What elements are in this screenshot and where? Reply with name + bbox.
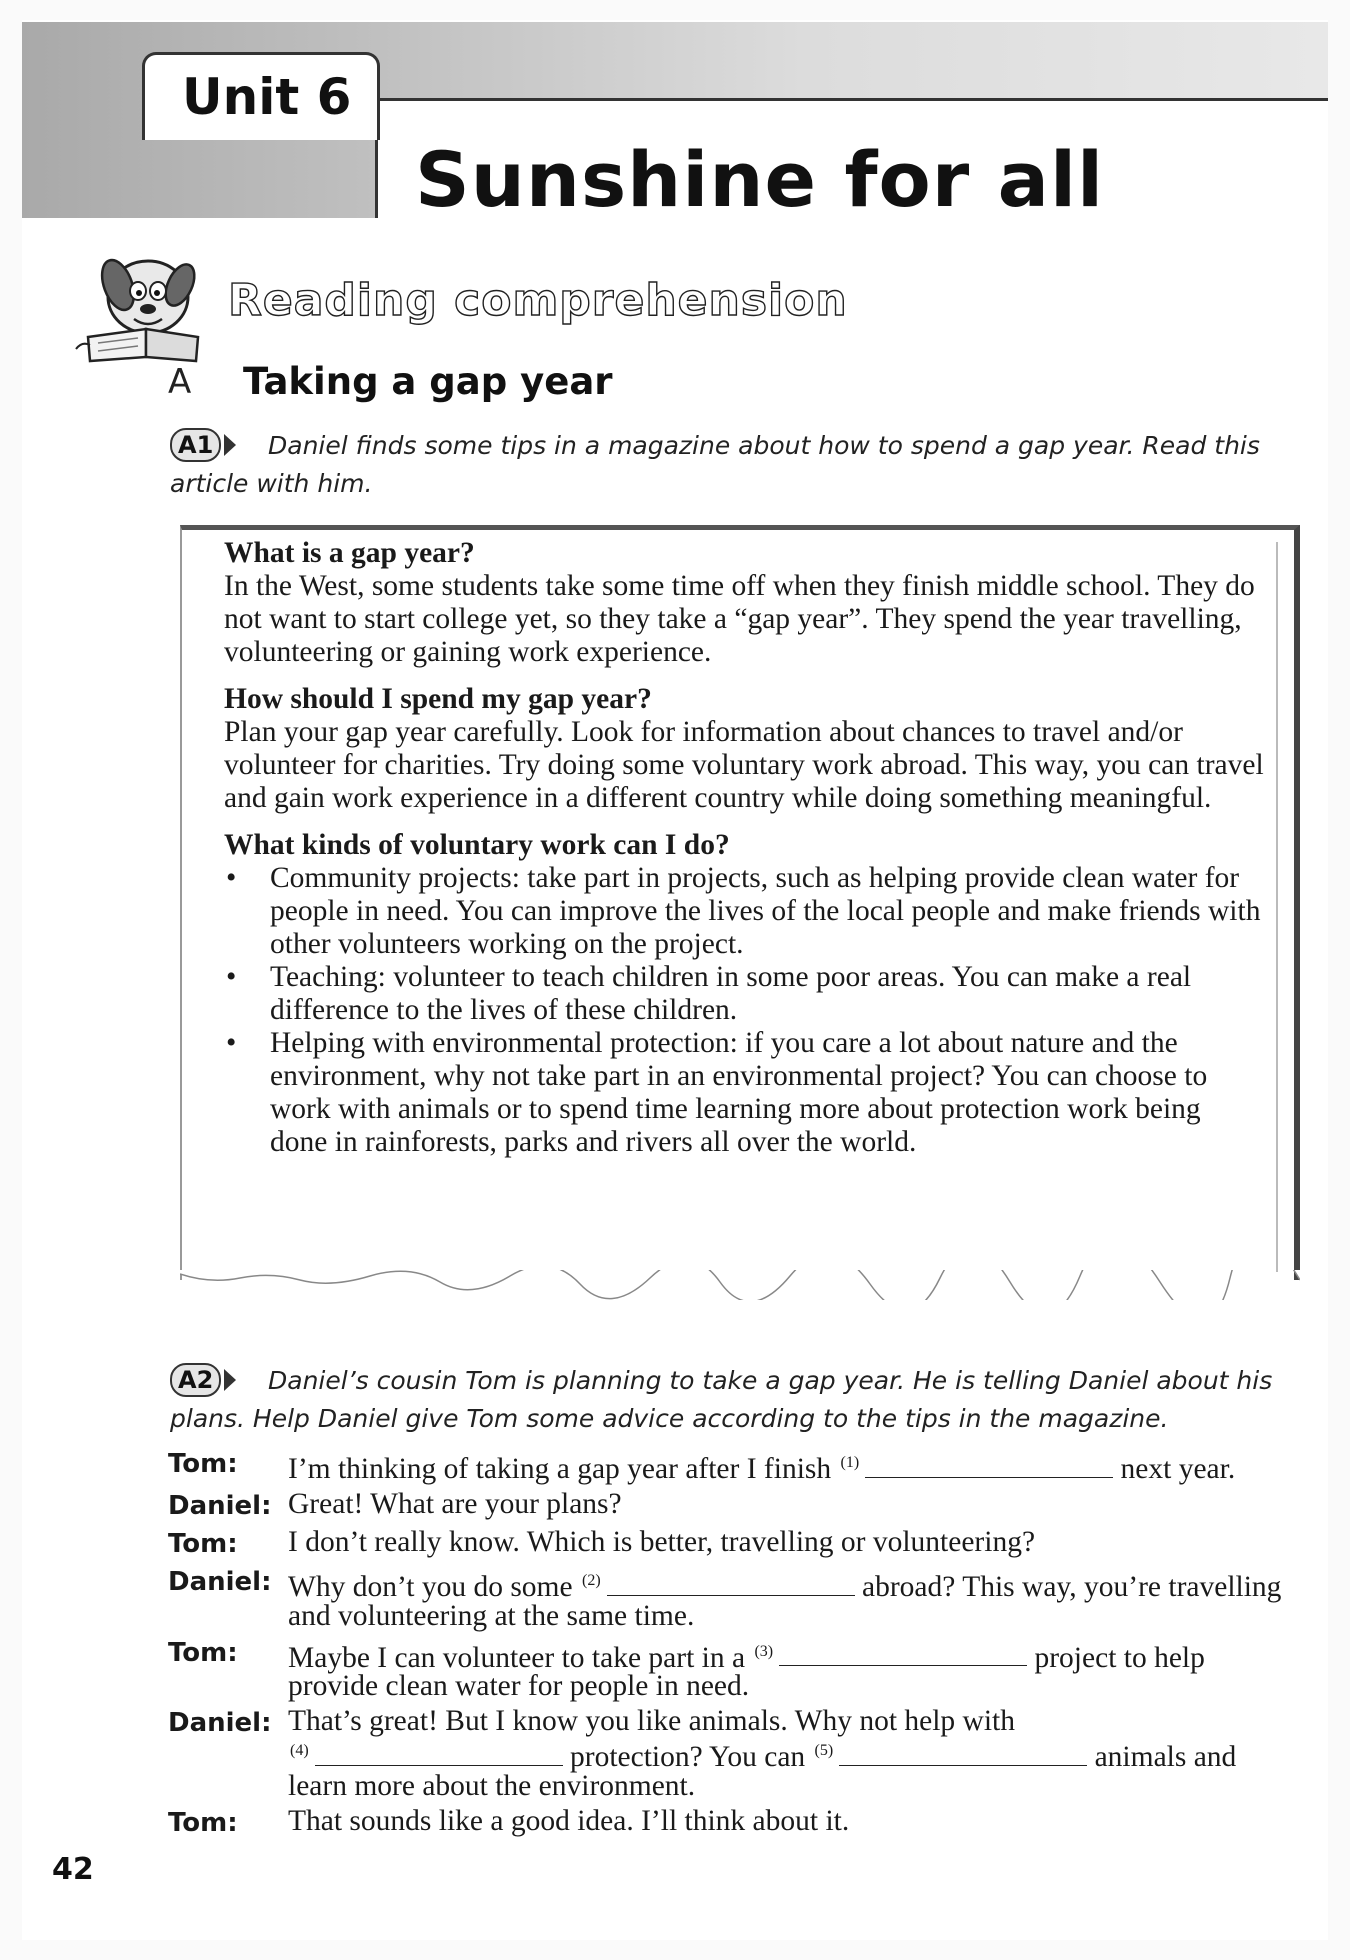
speech-text: Why don’t you do some bbox=[288, 1570, 573, 1603]
speech-text: animals and learn more about the environment. bbox=[288, 1741, 1237, 1803]
article-heading-1: What is a gap year? bbox=[224, 537, 475, 569]
speaker-daniel: Daniel: bbox=[168, 1708, 272, 1739]
tab-divider bbox=[375, 140, 378, 218]
speech bbox=[288, 1707, 1288, 1801]
dog-reading-book-icon bbox=[68, 245, 228, 365]
section-title: Reading comprehension bbox=[228, 275, 848, 326]
blank-number: (3) bbox=[754, 1642, 774, 1660]
answer-blank-4[interactable] bbox=[315, 1741, 563, 1766]
speech-text: Maybe I can volunteer to take part in a bbox=[288, 1641, 746, 1674]
speech-text: I’m thinking of taking a gap year after I finish bbox=[288, 1452, 832, 1485]
dialogue-turn bbox=[168, 1566, 1288, 1631]
dialogue-turn bbox=[168, 1487, 1288, 1522]
header-rule bbox=[378, 98, 1328, 101]
bullet-icon: • bbox=[226, 961, 237, 993]
list-item-text: Teaching: volunteer to teach children in some poor areas. You can make a real difference to the lives of these children. bbox=[270, 961, 1192, 1026]
speech-text: That sounds like a good idea. I’ll think about it. bbox=[288, 1805, 850, 1838]
article-inner-border bbox=[1276, 542, 1278, 1272]
task-a2-instruction: Daniel’s cousin Tom is planning to take a gap year. He is telling Daniel about his plans. Help Daniel give Tom some advice according to the tips in the magazine. bbox=[170, 1366, 1273, 1433]
bullet-icon: • bbox=[226, 862, 237, 894]
blank-number: (4) bbox=[290, 1742, 309, 1760]
speaker-daniel: Daniel: bbox=[168, 1490, 272, 1521]
list-item bbox=[224, 961, 1264, 1027]
speech bbox=[288, 1448, 1288, 1484]
task-a2-label: A2 bbox=[170, 1363, 221, 1397]
speaker-tom: Tom: bbox=[168, 1528, 238, 1559]
unit-label: Unit 6 bbox=[182, 68, 352, 126]
answer-blank-5[interactable] bbox=[839, 1741, 1087, 1766]
speech-text: Great! What are your plans? bbox=[288, 1487, 622, 1520]
article-content bbox=[224, 537, 1264, 1159]
task-a1-instruction: Daniel finds some tips in a magazine about how to spend a gap year. Read this article with him. bbox=[170, 431, 1260, 498]
subsection-letter: A bbox=[168, 362, 192, 402]
list-item-text: Community projects: take part in projects, such as helping provide clean water for people in need. You can improve the lives of the local people and make friends with other volunteers working on the project. bbox=[270, 862, 1261, 960]
voluntary-work-list bbox=[224, 862, 1264, 1159]
article-heading-3: What kinds of voluntary work can I do? bbox=[224, 829, 730, 861]
speech-text: That’s great! But I know you like animals. Why not help with bbox=[288, 1705, 1015, 1738]
list-item bbox=[224, 1027, 1264, 1159]
speech-text: project to help provide clean water for people in need. bbox=[288, 1641, 1205, 1703]
speaker-tom: Tom: bbox=[168, 1808, 238, 1839]
torn-edge bbox=[180, 1270, 1300, 1300]
bullet-icon: • bbox=[226, 1027, 237, 1059]
blank-number: (5) bbox=[814, 1742, 834, 1760]
dialogue-turn bbox=[168, 1448, 1288, 1484]
article-paragraph-1: In the West, some students take some time off when they finish middle school. They do not want to start college yet, so they take a “gap year”. They spend the year travelling, volunteering or gaining work experience. bbox=[224, 570, 1255, 668]
answer-blank-1[interactable] bbox=[865, 1453, 1113, 1478]
speech-text: protection? You can bbox=[570, 1741, 806, 1774]
unit-title: Sunshine for all bbox=[415, 135, 1105, 224]
blank-number: (1) bbox=[840, 1454, 860, 1471]
speaker-tom: Tom: bbox=[168, 1449, 238, 1479]
list-item-text: Helping with environmental protection: if you care a lot about nature and the environment, why not take part in an environmental project? You can choose to work with animals or to spend time learning more about protection work being done in rainforests, parks and rivers all over the world. bbox=[270, 1027, 1208, 1158]
speech bbox=[288, 1637, 1288, 1702]
dialogue-turn bbox=[168, 1707, 1288, 1801]
task-a1-label: A1 bbox=[170, 428, 221, 462]
dialogue-turn bbox=[168, 1637, 1288, 1702]
article-heading-2: How should I spend my gap year? bbox=[224, 683, 652, 715]
speech-text: next year. bbox=[1120, 1452, 1236, 1485]
speech-text: I don’t really know. Which is better, travelling or volunteering? bbox=[288, 1525, 1036, 1558]
dialogue-turn bbox=[168, 1525, 1288, 1560]
speaker-daniel: Daniel: bbox=[168, 1566, 272, 1597]
list-item bbox=[224, 862, 1264, 961]
article-paragraph-2: Plan your gap year carefully. Look for information about chances to travel and/or volunteer for charities. Try doing some voluntary work abroad. This way, you can travel and gain work experience in a different country while doing something meaningful. bbox=[224, 716, 1264, 814]
speaker-tom: Tom: bbox=[168, 1637, 238, 1668]
answer-blank-3[interactable] bbox=[779, 1641, 1027, 1666]
answer-blank-2[interactable] bbox=[607, 1571, 855, 1596]
blank-number: (2) bbox=[581, 1571, 601, 1589]
speech-text: abroad? This way, you’re travelling and volunteering at the same time. bbox=[288, 1570, 1282, 1632]
speech bbox=[288, 1566, 1288, 1631]
subsection-title: Taking a gap year bbox=[243, 360, 613, 403]
dialogue bbox=[168, 1448, 1288, 1845]
page-number: 42 bbox=[52, 1852, 94, 1887]
dialogue-turn bbox=[168, 1807, 1288, 1839]
